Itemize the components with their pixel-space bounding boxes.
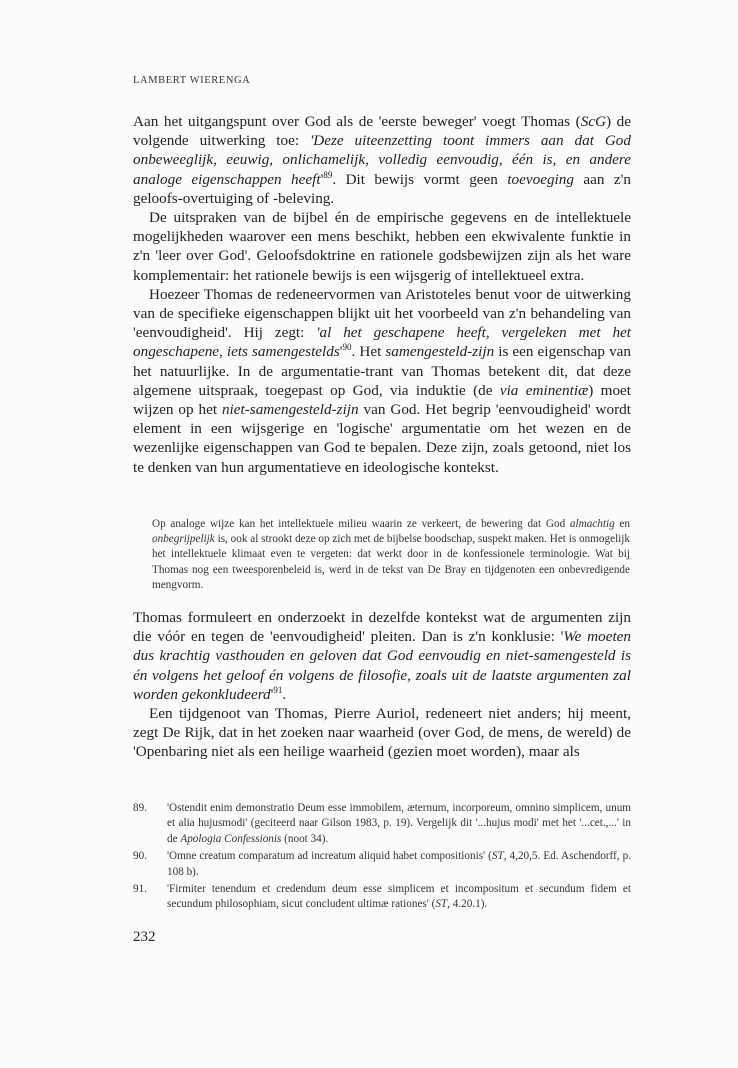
- footnote-number: 90.: [133, 850, 147, 863]
- indented-quote-block: [152, 517, 630, 593]
- main-text-block: [133, 112, 631, 477]
- footnote-text: 'Ostendit enim demonstratio Deum esse immobilem, æternum, incorporeum, omnino simplicem, unum et alia hujusmodi' (geciteerd naar Gilson 1983, p. 19). Vergelijk dit '...hujus modi' met het '...cet.,...' in de Apologia Confessionis (noot 34).: [167, 802, 631, 845]
- footnote-91: [133, 882, 631, 913]
- footnote-number: 89.: [133, 802, 147, 814]
- footnote-ref-89: 89: [323, 169, 333, 180]
- footnote-text: 'Firmiter tenendum et credendum deum esse simplicem et incompositum et secundum fidem et secundum philosophiam, sicut concludent ultimæ rationes' (ST, 4.20.1).: [167, 883, 631, 911]
- paragraph-5: Een tijdgenoot van Thomas, Pierre Auriol, redeneert niet anders; hij meent, zegt De Rijk, dat in het zoeken naar waarheid (over God, de mens, de wereld) de 'Openbaring niet als een heilige waarheid (gezien moet worden), maar als: [133, 705, 631, 761]
- footnote-ref-91: 91: [273, 684, 283, 695]
- footnote-ref-90: 90: [342, 342, 352, 353]
- footnote-90: [133, 849, 631, 880]
- footnote-number: 91.: [133, 883, 147, 896]
- main-text-block-2: [133, 608, 631, 762]
- paragraph-3: Hoezeer Thomas de redeneervormen van Aristoteles benut voor de uitwerking van de specifieke eigenschappen blijkt uit het voorbeeld van z'n behandeling van 'eenvoudigheid'. Hij zegt: 'al het geschapene heeft, vergeleken met het ongeschapene, iets $samengestelds'^{90}$. Het samengesteld-zijn is een eigenschap van het natuurlijke. In de argumentatie-trant van Thomas betekent dit, dat deze algemene uitspraak, toegepast op God, via induktie (de via eminentiæ) moet wijzen op het niet-samengesteld-zijn van God. Het begrip 'eenvoudigheid' wordt element in een wijsgerige en 'logische' argumentatie om het wezen en de wezenlijke eigenschappen van God te bepalen. Deze zijn, zoals getoond, niet los te denken van hun argumentatieve en ideologische kontekst.: [133, 285, 632, 476]
- paragraph-1: Aan het uitgangspunt over God als de 'eerste beweger' voegt Thomas (ScG) de volgende uitwerking toe: 'Deze uiteenzetting toont immers aan dat God onbeweeglijk, eeuwig, onlichamelijk, volledig eenvoudig, één is, en andere analoge eigenschappen $heeft'^{89}$. Dit bewijs vormt geen toevoeging aan z'n geloofs-overtuiging of -beleving.: [133, 113, 631, 207]
- paragraph-2: De uitspraken van de bijbel én de empirische gegevens en de intellektuele mogelijkheden waarover een mens beschikt, hebben een ekwivalente funktie in z'n 'leer over God'. Geloofsdoktrine en rationele godsbewijzen zijn als het ware komplementair: het rationele bewijs is een wijsgerig of intellektueel extra.: [133, 209, 631, 284]
- footnote-text: 'Omne creatum comparatum ad increatum aliquid habet compositionis' (ST, 4,20,5. Ed. Aschendorff, p. 108 b).: [167, 850, 632, 878]
- footnotes: [133, 801, 631, 915]
- quote-paragraph: Op analoge wijze kan het intellektuele milieu waarin ze verkeert, de bewering dat God almachtig en onbegrijpelijk is, ook al strookt deze op zich met de bijbelse boodschap, suspekt maken. Het is onmogelijk het intellektuele klimaat even te vergeten: dat werkt door in de konfessionele terminologie. Wat bij Thomas nog een tweesporenbeleid is, werd in de tekst van De Bray en tijdgenoten een onbevredigende mengvorm.: [152, 518, 630, 591]
- paragraph-4: Thomas formuleert en onderzoekt in dezelfde kontekst wat de argumenten zijn die vóór en tegen de 'eenvoudigheid' pleiten. Dan is z'n konklusie: 'We moeten dus krachtig vasthouden en geloven dat God eenvoudig en niet-samengesteld is én volgens het geloof én volgens de filosofie, zoals uit de laatste argumenten zal worden $gekonkludeerd'^{91}$.: [133, 609, 632, 703]
- page-number: 232: [133, 929, 156, 945]
- running-header: LAMBERT WIERENGA: [133, 75, 251, 86]
- footnote-89: [133, 801, 631, 847]
